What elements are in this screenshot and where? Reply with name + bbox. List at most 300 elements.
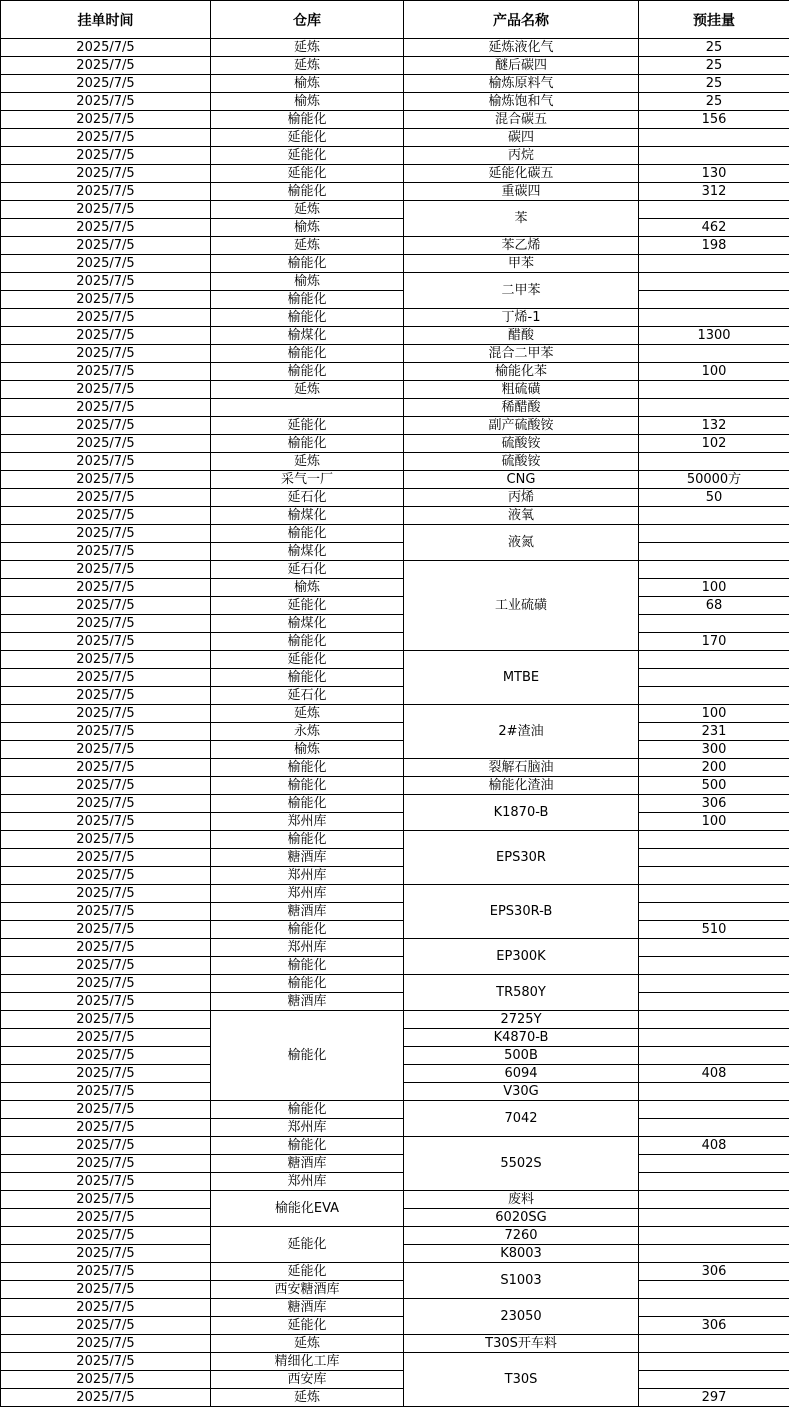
table-row	[1, 75, 789, 93]
table-row	[1, 957, 789, 975]
table-row	[1, 741, 789, 759]
table-row	[1, 561, 789, 579]
table-row	[1, 201, 789, 219]
cell-warehouse: 延石化	[211, 687, 404, 705]
cell-warehouse: 糖酒库	[211, 903, 404, 921]
cell-product-name: EP300K	[404, 939, 639, 975]
cell-product-name: 硫酸铵	[404, 453, 639, 471]
table-row	[1, 903, 789, 921]
table-row	[1, 723, 789, 741]
cell-warehouse: 榆能化	[211, 1101, 404, 1119]
table-row	[1, 669, 789, 687]
cell-warehouse: 榆能化	[211, 291, 404, 309]
cell-planned-quantity: 1300	[639, 327, 789, 345]
table-row	[1, 759, 789, 777]
cell-product-name: EPS30R-B	[404, 885, 639, 939]
table-row	[1, 687, 789, 705]
cell-warehouse: 永炼	[211, 723, 404, 741]
cell-warehouse: 延炼	[211, 1335, 404, 1353]
table-row	[1, 1137, 789, 1155]
cell-planned-quantity	[639, 201, 789, 219]
cell-warehouse: 榆炼	[211, 93, 404, 111]
cell-order-time: 2025/7/5	[1, 183, 211, 201]
cell-planned-quantity	[639, 831, 789, 849]
cell-warehouse: 延能化	[211, 1317, 404, 1335]
header-product-name: 产品名称	[404, 1, 639, 39]
table-row	[1, 399, 789, 417]
cell-warehouse: 榆能化	[211, 957, 404, 975]
table-row	[1, 291, 789, 309]
cell-product-name: 液氮	[404, 525, 639, 561]
table-row	[1, 525, 789, 543]
cell-planned-quantity: 68	[639, 597, 789, 615]
cell-warehouse: 榆能化	[211, 345, 404, 363]
cell-order-time: 2025/7/5	[1, 1263, 211, 1281]
table-row	[1, 1281, 789, 1299]
table-row	[1, 417, 789, 435]
cell-warehouse: 榆能化	[211, 183, 404, 201]
cell-planned-quantity	[639, 1353, 789, 1371]
cell-warehouse	[211, 399, 404, 417]
cell-warehouse: 延炼	[211, 57, 404, 75]
cell-order-time: 2025/7/5	[1, 453, 211, 471]
cell-order-time: 2025/7/5	[1, 255, 211, 273]
cell-planned-quantity: 132	[639, 417, 789, 435]
table-row	[1, 795, 789, 813]
table-row	[1, 435, 789, 453]
cell-warehouse: 榆炼	[211, 741, 404, 759]
table-row	[1, 1263, 789, 1281]
table-row	[1, 57, 789, 75]
table-row	[1, 849, 789, 867]
cell-order-time: 2025/7/5	[1, 165, 211, 183]
cell-product-name: 工业硫磺	[404, 561, 639, 651]
cell-planned-quantity: 50000方	[639, 471, 789, 489]
table-row	[1, 93, 789, 111]
cell-product-name: 液氧	[404, 507, 639, 525]
table-row	[1, 273, 789, 291]
cell-product-name: 丙烷	[404, 147, 639, 165]
cell-warehouse: 西安库	[211, 1371, 404, 1389]
cell-planned-quantity	[639, 1011, 789, 1029]
table-row	[1, 453, 789, 471]
table-row	[1, 507, 789, 525]
cell-warehouse: 榆能化EVA	[211, 1191, 404, 1227]
cell-order-time: 2025/7/5	[1, 363, 211, 381]
table-row	[1, 1227, 789, 1245]
table-row	[1, 489, 789, 507]
cell-planned-quantity	[639, 561, 789, 579]
cell-planned-quantity: 25	[639, 57, 789, 75]
cell-order-time: 2025/7/5	[1, 219, 211, 237]
cell-warehouse: 榆煤化	[211, 615, 404, 633]
cell-warehouse: 延石化	[211, 489, 404, 507]
cell-planned-quantity	[639, 885, 789, 903]
cell-order-time: 2025/7/5	[1, 705, 211, 723]
cell-order-time: 2025/7/5	[1, 1047, 211, 1065]
cell-product-name: 废料	[404, 1191, 639, 1209]
cell-planned-quantity	[639, 669, 789, 687]
cell-planned-quantity	[639, 273, 789, 291]
table-row	[1, 705, 789, 723]
cell-order-time: 2025/7/5	[1, 1335, 211, 1353]
table-row	[1, 309, 789, 327]
cell-product-name: 6020SG	[404, 1209, 639, 1227]
table-row	[1, 831, 789, 849]
cell-planned-quantity	[639, 1227, 789, 1245]
cell-planned-quantity: 297	[639, 1389, 789, 1407]
cell-order-time: 2025/7/5	[1, 1281, 211, 1299]
cell-product-name: 混合碳五	[404, 111, 639, 129]
table-row	[1, 363, 789, 381]
cell-warehouse: 榆能化	[211, 975, 404, 993]
cell-warehouse: 延能化	[211, 165, 404, 183]
table-row	[1, 939, 789, 957]
cell-order-time: 2025/7/5	[1, 597, 211, 615]
table-row	[1, 165, 789, 183]
cell-order-time: 2025/7/5	[1, 291, 211, 309]
cell-order-time: 2025/7/5	[1, 741, 211, 759]
cell-order-time: 2025/7/5	[1, 381, 211, 399]
cell-warehouse: 榆能化	[211, 111, 404, 129]
cell-product-name: 23050	[404, 1299, 639, 1335]
cell-planned-quantity: 306	[639, 1263, 789, 1281]
cell-planned-quantity: 100	[639, 705, 789, 723]
table-row	[1, 219, 789, 237]
cell-warehouse: 采气一厂	[211, 471, 404, 489]
cell-product-name: 7260	[404, 1227, 639, 1245]
cell-planned-quantity	[639, 1209, 789, 1227]
cell-order-time: 2025/7/5	[1, 201, 211, 219]
cell-warehouse: 郑州库	[211, 1173, 404, 1191]
cell-product-name: 榆炼原料气	[404, 75, 639, 93]
cell-planned-quantity: 231	[639, 723, 789, 741]
cell-product-name: T30S	[404, 1353, 639, 1407]
cell-warehouse: 榆炼	[211, 75, 404, 93]
cell-planned-quantity	[639, 1191, 789, 1209]
cell-order-time: 2025/7/5	[1, 435, 211, 453]
cell-planned-quantity: 306	[639, 795, 789, 813]
cell-warehouse: 延能化	[211, 1227, 404, 1263]
cell-warehouse: 榆煤化	[211, 543, 404, 561]
cell-warehouse: 郑州库	[211, 885, 404, 903]
cell-planned-quantity: 500	[639, 777, 789, 795]
cell-planned-quantity: 25	[639, 93, 789, 111]
cell-warehouse: 榆炼	[211, 273, 404, 291]
cell-planned-quantity: 198	[639, 237, 789, 255]
table-row	[1, 921, 789, 939]
cell-order-time: 2025/7/5	[1, 1119, 211, 1137]
cell-warehouse: 延能化	[211, 597, 404, 615]
cell-product-name: 5502S	[404, 1137, 639, 1191]
cell-planned-quantity	[639, 651, 789, 669]
cell-warehouse: 榆能化	[211, 669, 404, 687]
cell-planned-quantity: 312	[639, 183, 789, 201]
cell-planned-quantity: 100	[639, 579, 789, 597]
table-row	[1, 345, 789, 363]
cell-order-time: 2025/7/5	[1, 327, 211, 345]
cell-warehouse: 延能化	[211, 147, 404, 165]
cell-warehouse: 榆煤化	[211, 507, 404, 525]
table-row	[1, 993, 789, 1011]
cell-order-time: 2025/7/5	[1, 831, 211, 849]
cell-product-name: 醚后碳四	[404, 57, 639, 75]
cell-order-time: 2025/7/5	[1, 921, 211, 939]
cell-warehouse: 榆能化	[211, 309, 404, 327]
cell-order-time: 2025/7/5	[1, 993, 211, 1011]
cell-warehouse: 郑州库	[211, 939, 404, 957]
cell-order-time: 2025/7/5	[1, 813, 211, 831]
cell-warehouse: 延能化	[211, 1263, 404, 1281]
cell-planned-quantity	[639, 1371, 789, 1389]
table-row	[1, 1119, 789, 1137]
cell-order-time: 2025/7/5	[1, 1173, 211, 1191]
cell-order-time: 2025/7/5	[1, 1083, 211, 1101]
cell-order-time: 2025/7/5	[1, 849, 211, 867]
cell-planned-quantity: 510	[639, 921, 789, 939]
cell-product-name: 榆能化渣油	[404, 777, 639, 795]
cell-product-name: 混合二甲苯	[404, 345, 639, 363]
cell-planned-quantity	[639, 1281, 789, 1299]
cell-warehouse: 延炼	[211, 237, 404, 255]
cell-warehouse: 郑州库	[211, 813, 404, 831]
cell-product-name: 7042	[404, 1101, 639, 1137]
cell-warehouse: 郑州库	[211, 1119, 404, 1137]
cell-order-time: 2025/7/5	[1, 1029, 211, 1047]
cell-order-time: 2025/7/5	[1, 687, 211, 705]
cell-order-time: 2025/7/5	[1, 309, 211, 327]
cell-product-name: T30S开车料	[404, 1335, 639, 1353]
cell-warehouse: 延能化	[211, 651, 404, 669]
cell-warehouse: 延炼	[211, 1389, 404, 1407]
cell-product-name: 500B	[404, 1047, 639, 1065]
cell-warehouse: 延炼	[211, 39, 404, 57]
cell-product-name: 重碳四	[404, 183, 639, 201]
cell-order-time: 2025/7/5	[1, 723, 211, 741]
cell-warehouse: 延炼	[211, 453, 404, 471]
header-order-time: 挂单时间	[1, 1, 211, 39]
cell-order-time: 2025/7/5	[1, 1299, 211, 1317]
cell-planned-quantity	[639, 255, 789, 273]
cell-order-time: 2025/7/5	[1, 759, 211, 777]
cell-planned-quantity	[639, 1119, 789, 1137]
cell-planned-quantity: 102	[639, 435, 789, 453]
cell-planned-quantity: 130	[639, 165, 789, 183]
cell-warehouse: 延炼	[211, 201, 404, 219]
cell-product-name: S1003	[404, 1263, 639, 1299]
table-row	[1, 813, 789, 831]
cell-order-time: 2025/7/5	[1, 615, 211, 633]
cell-order-time: 2025/7/5	[1, 1353, 211, 1371]
cell-order-time: 2025/7/5	[1, 1101, 211, 1119]
header-row	[1, 1, 789, 39]
cell-order-time: 2025/7/5	[1, 39, 211, 57]
cell-order-time: 2025/7/5	[1, 57, 211, 75]
cell-warehouse: 延能化	[211, 417, 404, 435]
cell-product-name: MTBE	[404, 651, 639, 705]
cell-planned-quantity	[639, 903, 789, 921]
cell-order-time: 2025/7/5	[1, 1011, 211, 1029]
table-row	[1, 471, 789, 489]
cell-order-time: 2025/7/5	[1, 75, 211, 93]
cell-product-name: 碳四	[404, 129, 639, 147]
cell-product-name: 6094	[404, 1065, 639, 1083]
table-row	[1, 129, 789, 147]
cell-order-time: 2025/7/5	[1, 1371, 211, 1389]
header-warehouse: 仓库	[211, 1, 404, 39]
cell-warehouse: 延炼	[211, 381, 404, 399]
cell-order-time: 2025/7/5	[1, 957, 211, 975]
header-planned-quantity: 预挂量	[639, 1, 789, 39]
cell-order-time: 2025/7/5	[1, 903, 211, 921]
cell-order-time: 2025/7/5	[1, 525, 211, 543]
cell-warehouse: 榆煤化	[211, 327, 404, 345]
cell-product-name: 醋酸	[404, 327, 639, 345]
cell-order-time: 2025/7/5	[1, 633, 211, 651]
table-row	[1, 1011, 789, 1029]
cell-order-time: 2025/7/5	[1, 795, 211, 813]
cell-order-time: 2025/7/5	[1, 543, 211, 561]
table-row	[1, 1191, 789, 1209]
table-row	[1, 867, 789, 885]
cell-product-name: V30G	[404, 1083, 639, 1101]
cell-order-time: 2025/7/5	[1, 939, 211, 957]
cell-planned-quantity	[639, 1101, 789, 1119]
cell-warehouse: 榆能化	[211, 921, 404, 939]
cell-order-time: 2025/7/5	[1, 1137, 211, 1155]
cell-product-name: 榆能化苯	[404, 363, 639, 381]
cell-warehouse: 榆能化	[211, 633, 404, 651]
cell-order-time: 2025/7/5	[1, 1389, 211, 1407]
cell-order-time: 2025/7/5	[1, 975, 211, 993]
cell-order-time: 2025/7/5	[1, 1245, 211, 1263]
cell-order-time: 2025/7/5	[1, 129, 211, 147]
cell-planned-quantity: 25	[639, 39, 789, 57]
cell-planned-quantity: 25	[639, 75, 789, 93]
cell-order-time: 2025/7/5	[1, 867, 211, 885]
cell-product-name: 硫酸铵	[404, 435, 639, 453]
cell-product-name: 二甲苯	[404, 273, 639, 309]
cell-planned-quantity	[639, 1155, 789, 1173]
cell-planned-quantity: 408	[639, 1065, 789, 1083]
cell-planned-quantity	[639, 147, 789, 165]
cell-planned-quantity	[639, 939, 789, 957]
cell-planned-quantity: 306	[639, 1317, 789, 1335]
cell-order-time: 2025/7/5	[1, 1209, 211, 1227]
table-row	[1, 1299, 789, 1317]
table-row	[1, 597, 789, 615]
cell-warehouse: 榆能化	[211, 777, 404, 795]
cell-product-name: CNG	[404, 471, 639, 489]
cell-planned-quantity: 200	[639, 759, 789, 777]
cell-order-time: 2025/7/5	[1, 1155, 211, 1173]
cell-planned-quantity	[639, 345, 789, 363]
cell-order-time: 2025/7/5	[1, 489, 211, 507]
cell-order-time: 2025/7/5	[1, 1317, 211, 1335]
table-row	[1, 1155, 789, 1173]
table-row	[1, 1173, 789, 1191]
cell-product-name: TR580Y	[404, 975, 639, 1011]
cell-planned-quantity	[639, 1245, 789, 1263]
cell-product-name: 延炼液化气	[404, 39, 639, 57]
cell-warehouse: 糖酒库	[211, 1155, 404, 1173]
cell-order-time: 2025/7/5	[1, 777, 211, 795]
cell-planned-quantity: 100	[639, 363, 789, 381]
cell-order-time: 2025/7/5	[1, 93, 211, 111]
cell-product-name: 延能化碳五	[404, 165, 639, 183]
cell-order-time: 2025/7/5	[1, 1065, 211, 1083]
table-row	[1, 39, 789, 57]
table-row	[1, 237, 789, 255]
table-row	[1, 147, 789, 165]
cell-planned-quantity	[639, 849, 789, 867]
cell-order-time: 2025/7/5	[1, 237, 211, 255]
table-row	[1, 1371, 789, 1389]
table-row	[1, 381, 789, 399]
cell-order-time: 2025/7/5	[1, 885, 211, 903]
cell-warehouse: 糖酒库	[211, 993, 404, 1011]
cell-planned-quantity	[639, 1083, 789, 1101]
cell-product-name: 榆炼饱和气	[404, 93, 639, 111]
cell-order-time: 2025/7/5	[1, 345, 211, 363]
table-row	[1, 1353, 789, 1371]
cell-planned-quantity	[639, 993, 789, 1011]
cell-warehouse: 糖酒库	[211, 849, 404, 867]
table-row	[1, 327, 789, 345]
cell-planned-quantity	[639, 1029, 789, 1047]
cell-warehouse: 精细化工库	[211, 1353, 404, 1371]
cell-order-time: 2025/7/5	[1, 507, 211, 525]
cell-warehouse: 延能化	[211, 129, 404, 147]
cell-planned-quantity	[639, 1173, 789, 1191]
cell-planned-quantity: 100	[639, 813, 789, 831]
cell-planned-quantity	[639, 1335, 789, 1353]
table-row	[1, 1317, 789, 1335]
cell-planned-quantity	[639, 381, 789, 399]
cell-warehouse: 西安糖酒库	[211, 1281, 404, 1299]
cell-order-time: 2025/7/5	[1, 669, 211, 687]
cell-planned-quantity: 50	[639, 489, 789, 507]
cell-product-name: 苯	[404, 201, 639, 237]
table-row	[1, 255, 789, 273]
cell-product-name: EPS30R	[404, 831, 639, 885]
cell-warehouse: 延石化	[211, 561, 404, 579]
cell-order-time: 2025/7/5	[1, 579, 211, 597]
cell-order-time: 2025/7/5	[1, 1227, 211, 1245]
cell-order-time: 2025/7/5	[1, 651, 211, 669]
cell-warehouse: 榆能化	[211, 759, 404, 777]
table-row	[1, 111, 789, 129]
table-row	[1, 885, 789, 903]
cell-warehouse: 糖酒库	[211, 1299, 404, 1317]
cell-warehouse: 榆炼	[211, 219, 404, 237]
cell-warehouse: 延炼	[211, 705, 404, 723]
cell-planned-quantity	[639, 1299, 789, 1317]
cell-planned-quantity	[639, 309, 789, 327]
cell-planned-quantity	[639, 1047, 789, 1065]
cell-product-name: 丙烯	[404, 489, 639, 507]
cell-product-name: K1870-B	[404, 795, 639, 831]
cell-planned-quantity	[639, 399, 789, 417]
cell-warehouse: 榆能化	[211, 795, 404, 813]
table-row	[1, 1389, 789, 1407]
table-row	[1, 543, 789, 561]
cell-product-name: 苯乙烯	[404, 237, 639, 255]
cell-planned-quantity	[639, 975, 789, 993]
cell-order-time: 2025/7/5	[1, 147, 211, 165]
cell-warehouse: 榆能化	[211, 831, 404, 849]
table-row	[1, 615, 789, 633]
